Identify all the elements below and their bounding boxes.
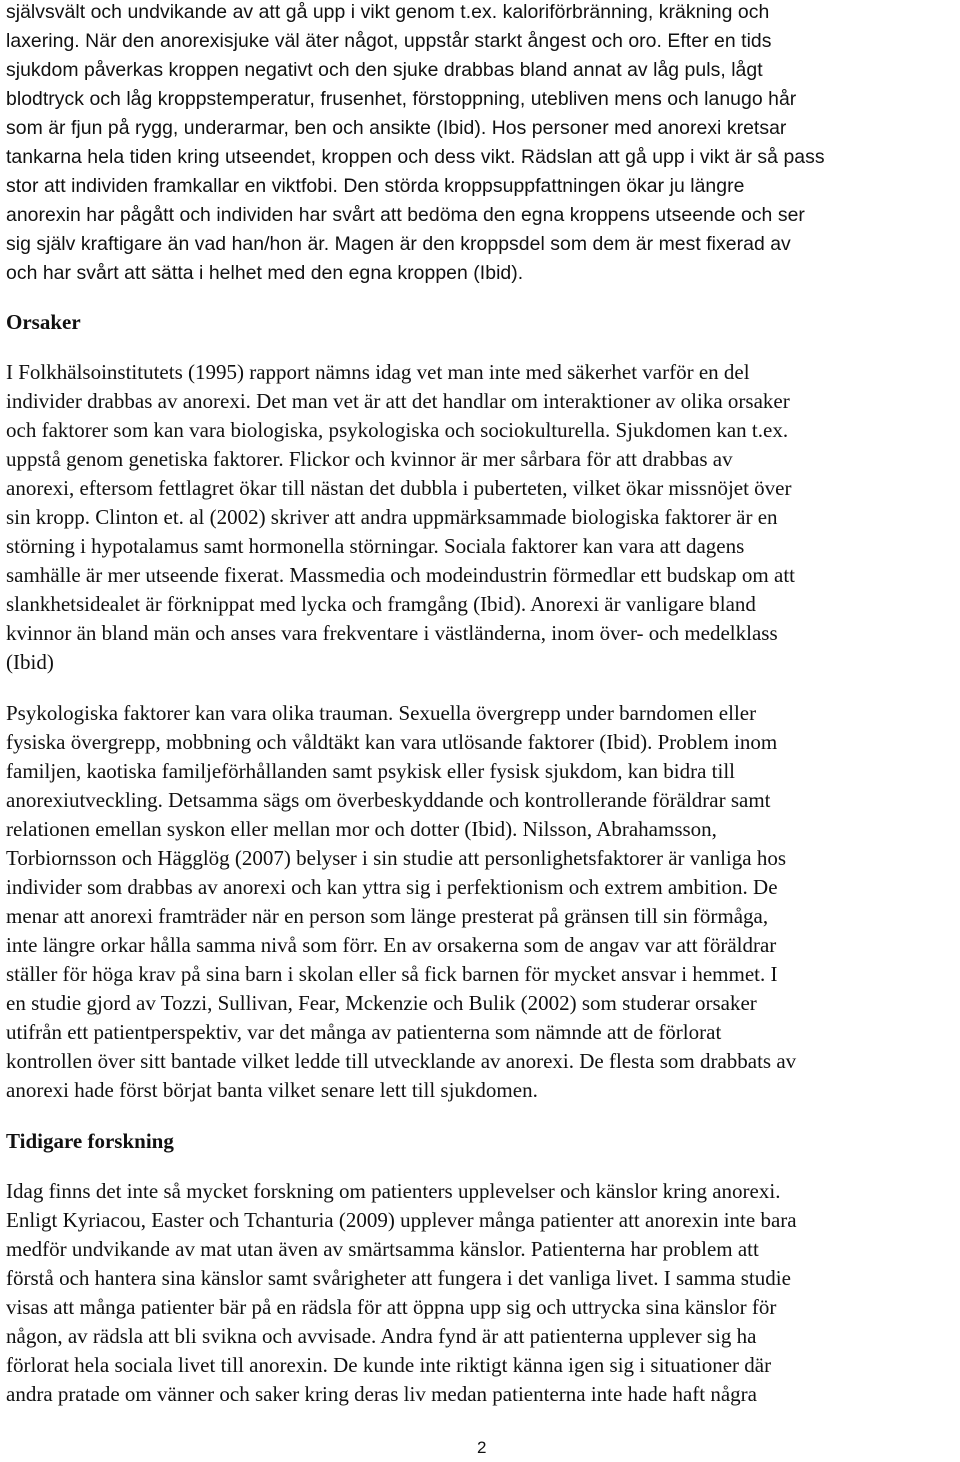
text-line: slankhetsidealet är förknippat med lycka och framgång (Ibid). Anorexi är vanligare bland <box>6 592 756 616</box>
text-line: en studie gjord av Tozzi, Sullivan, Fear, Mckenzie och Bulik (2002) som studerar orsaker <box>6 991 757 1015</box>
text-line: individer som drabbas av anorexi och kan yttra sig i perfektionism och extrem ambition. De <box>6 875 778 899</box>
text-line: ställer för höga krav på sina barn i skolan eller så fick barnen för mycket ansvar i hemmet. I <box>6 962 778 986</box>
text-line: sjukdom påverkas kroppen negativt och den sjuke drabbas bland annat av låg puls, lågt <box>6 59 763 81</box>
page-number: 2 <box>477 1438 487 1457</box>
text-line: sig själv kraftigare än vad han/hon är. Magen är den kroppsdel som dem är mest fixerad av <box>6 233 791 255</box>
text-line: anorexi, eftersom fettlagret ökar till nästan det dubbla i puberteten, vilket ökar missnöjet över <box>6 476 792 500</box>
text-line: sin kropp. Clinton et. al (2002) skriver att andra uppmärksammade biologiska faktorer är en <box>6 505 778 529</box>
text-line: menar att anorexi framträder när en person som länge presterat på gränsen till sin förmåga, <box>6 904 769 928</box>
text-line: utifrån ett patientperspektiv, var det många av patienterna som nämnde att de förlorat <box>6 1020 722 1044</box>
text-line: stor att individen framkallar en viktfobi. Den störda kroppsuppfattningen ökar ju längre <box>6 175 745 197</box>
text-line: blodtryck och låg kroppstemperatur, frusenhet, förstoppning, utebliven mens och lanugo hår <box>6 88 797 110</box>
text-line: kvinnor än bland män och anses vara frekventare i västländerna, inom över- och medelklass <box>6 621 778 645</box>
text-line: Idag finns det inte så mycket forskning om patienters upplevelser och känslor kring anorexi. <box>6 1179 781 1203</box>
text-line: samhälle är mer utseende fixerat. Massmedia och modeindustrin förmedlar ett budskap om att <box>6 563 796 587</box>
text-line: laxering. När den anorexisjuke väl äter något, uppstår starkt ångest och oro. Efter en tids <box>6 30 772 52</box>
text-line: (Ibid) <box>6 650 54 674</box>
text-line: någon, av rädsla att bli svikna och avvisade. Andra fynd är att patienterna upplever sig ha <box>6 1324 757 1348</box>
text-line: som är fjun på rygg, underarmar, ben och ansikte (Ibid). Hos personer med anorexi kretsar <box>6 117 787 139</box>
text-line: kontrollen över sitt bantade vilket ledde till utvecklande av anorexi. De flesta som drabbats av <box>6 1049 797 1073</box>
text-line: Psykologiska faktorer kan vara olika trauman. Sexuella övergrepp under barndomen eller <box>6 701 757 725</box>
text-line: Torbiornsson och Hägglög (2007) belyser i sin studie att personlighetsfaktorer är vanliga hos <box>6 846 787 870</box>
text-line: självsvält och undvikande av att gå upp i vikt genom t.ex. kaloriförbränning, kräkning och <box>6 1 770 23</box>
text-line: individer drabbas av anorexi. Det man vet är att det handlar om interaktioner av olika orsaker <box>6 389 790 413</box>
text-line: tankarna hela tiden kring utseendet, kroppen och dess vikt. Rädslan att gå upp i vikt är så pass <box>6 146 825 168</box>
text-line: och faktorer som kan vara biologiska, psykologiska och sociokulturella. Sjukdomen kan t.ex. <box>6 418 789 442</box>
text-line: inte längre orkar hålla samma nivå som förr. En av orsakerna som de angav var att föräldrar <box>6 933 777 957</box>
text-line: medför undvikande av mat utan även av smärtsamma känslor. Patienterna har problem att <box>6 1237 759 1261</box>
text-line: och har svårt att sätta i helhet med den egna kroppen (Ibid). <box>6 262 524 284</box>
text-line: visas att många patienter bär på en rädsla för att öppna upp sig och uttrycka sina känslor för <box>6 1295 777 1319</box>
text-line: fysiska övergrepp, mobbning och våldtäkt kan vara utlösande faktorer (Ibid). Problem inom <box>6 730 778 754</box>
section-heading-tidigare-forskning: Tidigare forskning <box>6 1129 174 1153</box>
text-line: familjen, kaotiska familjeförhållanden samt psykisk eller fysisk sjukdom, kan bidra till <box>6 759 736 783</box>
text-line: uppstå genom genetiska faktorer. Flickor och kvinnor är mer sårbara för att drabbas av <box>6 447 733 471</box>
section-heading-orsaker: Orsaker <box>6 310 81 334</box>
text-line: störning i hypotalamus samt hormonella störningar. Sociala faktorer kan vara att dagens <box>6 534 745 558</box>
text-line: relationen emellan syskon eller mellan mor och dotter (Ibid). Nilsson, Abrahamsson, <box>6 817 717 841</box>
text-line: andra pratade om vänner och saker kring deras liv medan patienterna inte hade haft några <box>6 1382 757 1406</box>
text-line: anorexiutveckling. Detsamma sägs om överbeskyddande och kontrollerande föräldrar samt <box>6 788 771 812</box>
text-line: Enligt Kyriacou, Easter och Tchanturia (2009) upplever många patienter att anorexin inte bara <box>6 1208 797 1232</box>
text-line: I Folkhälsoinstitutets (1995) rapport nämns idag vet man inte med säkerhet varför en del <box>6 360 750 384</box>
text-line: anorexi hade först börjat banta vilket senare lett till sjukdomen. <box>6 1078 538 1102</box>
text-line: anorexin har pågått och individen har svårt att bedöma den egna kroppens utseende och ser <box>6 204 805 226</box>
text-line: förlorat hela sociala livet till anorexin. De kunde inte riktigt känna igen sig i situationer där <box>6 1353 772 1377</box>
text-line: förstå och hantera sina känslor samt svårigheter att fungera i det vanliga livet. I samma studie <box>6 1266 791 1290</box>
